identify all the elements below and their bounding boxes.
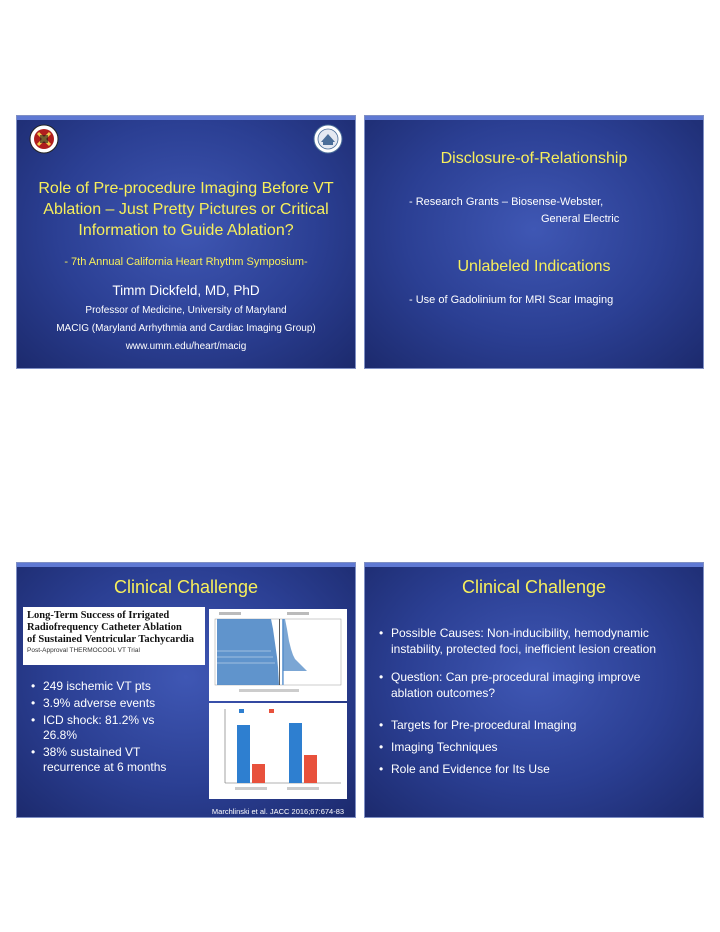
slide-top-border (17, 563, 355, 567)
disclosure-title: Disclosure-of-Relationship (440, 150, 628, 167)
bar-followup-icd (252, 764, 265, 783)
trial-findings-list (31, 679, 206, 775)
medical-center-seal-icon (313, 124, 343, 154)
citation: Marchlinski et al. JACC 2016;67:674-83 (211, 807, 345, 816)
slide-title: Clinical Challenge (113, 577, 259, 597)
paper-title-line-2: Radiofrequency Catheter Ablation (27, 622, 182, 633)
clinical-challenge-slide-1 (16, 562, 356, 818)
vt-events-figure (209, 609, 347, 701)
challenge-point: • Imaging Techniques (379, 739, 691, 755)
group-url: www.umm.edu/heart/macig (125, 341, 247, 352)
unlabeled-indication-item: - Use of Gadolinium for MRI Scar Imaging (409, 294, 614, 306)
paper-subtitle: Post-Approval THERMOCOOL VT Trial (27, 647, 140, 654)
presentation-title: Role of Pre-procedure Imaging Before VT Ablation – Just Pretty Pictures or Critical Information to Guide Ablation? (38, 180, 334, 239)
icd-shock-bar-figure (209, 703, 347, 799)
challenge-point: • Targets for Pre-procedural Imaging (379, 717, 691, 733)
trial-finding: • 38% sustained VT recurrence at 6 months (31, 745, 193, 775)
paper-title-line-1: Long-Term Success of Irrigated (27, 610, 170, 621)
paper-title-line-3: of Sustained Ventricular Tachycardia (27, 634, 194, 645)
trial-finding: • 3.9% adverse events (31, 696, 206, 711)
unlabeled-indications-title: Unlabeled Indications (457, 258, 611, 275)
bar-baseline-aad (289, 723, 302, 783)
slide-top-border (365, 563, 703, 567)
slide-top-border (365, 116, 703, 120)
trial-finding: • 249 ischemic VT pts (31, 679, 206, 694)
research-group: MACIG (Maryland Arrhythmia and Cardiac Imaging Group) (56, 323, 316, 334)
trial-finding: • ICD shock: 81.2% vs 26.8% (31, 713, 173, 743)
presenter-name: Timm Dickfeld, MD, PhD (112, 283, 260, 298)
bar-baseline-icd (237, 725, 250, 783)
challenge-point: • Role and Evidence for Its Use (379, 761, 691, 777)
research-grants-line: - Research Grants – Biosense-Webster, (409, 196, 604, 208)
slide-top-border (17, 116, 355, 120)
bar-followup-aad (304, 755, 317, 783)
title-slide (16, 115, 356, 369)
challenge-point: • Possible Causes: Non-inducibility, hemodynamic instability, protected foci, inefficient lesion creation (379, 625, 691, 657)
challenge-points-list (379, 625, 691, 777)
presenter-affiliation: Professor of Medicine, University of Maryland (85, 305, 287, 316)
clinical-challenge-slide-2 (364, 562, 704, 818)
research-grants-line-2: General Electric (541, 213, 620, 225)
university-seal-icon (29, 124, 59, 154)
paper-title-card (23, 607, 205, 665)
disclosure-slide (364, 115, 704, 369)
challenge-point: • Question: Can pre-procedural imaging improve ablation outcomes? (379, 669, 641, 701)
symposium-name: - 7th Annual California Heart Rhythm Symposium- (64, 256, 308, 268)
slide-title: Clinical Challenge (461, 577, 607, 597)
